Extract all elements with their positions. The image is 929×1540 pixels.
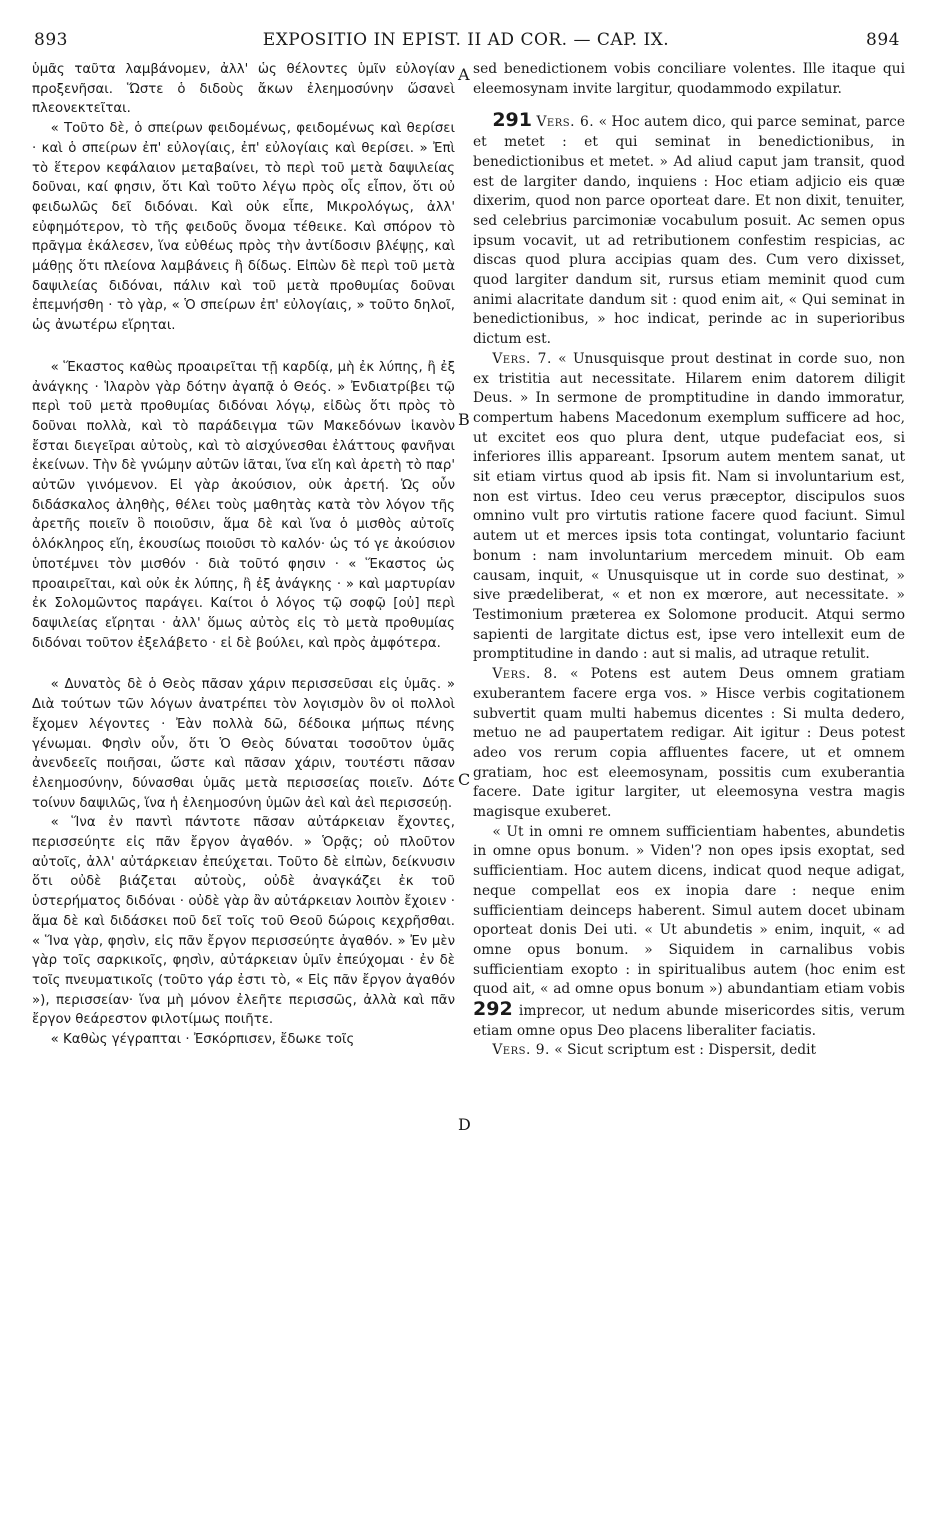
- latin-paragraph: [473, 665, 905, 823]
- greek-paragraph: « Δυνατὸς δὲ ὁ Θεὸς πᾶσαν χάριν περισσεῦσαι εἰς ὑμᾶς. » Διὰ τούτων τῶν λόγων ἀνατρέπει τὸν λογισμὸν ὃν οἱ πολλοὶ ἔχομεν λέγοντες · Ἐὰν πολλὰ δῶ, δέδοικα μήπως πένης γένωμαι. Φησὶν οὖν, ὅτι Ὁ Θεὸς δύναται τοσοῦτον ὑμᾶς ἀνενδεεῖς ποιῆσαι, ὥστε καὶ πᾶσαν χάριν, τουτέστι πᾶσαν ἐλεημοσύνην, δύνασθαι ὑμᾶς μετὰ περισσείας ποιεῖν. Δότε τοίνυν δαψιλῶς, ἵνα ἡ ἐλεημοσύνη ὑμῶν ἀεὶ καὶ ἀεὶ περισσεύῃ.: [32, 677, 455, 811]
- latin-text: « Unusquisque prout destinat in corde suo, non ex tristitia aut necessitate. Hilarem enim datorem diligit Deus. » In sermone de promptitudine in dando immoratur, compertum habens Macedonum exemplum sufficere ad hoc, ut excitet eos quo plura dent, utque pudefaciat eos, si inferiores illis appareant. Ipsorum autem mentem sanat, ut sit etiam virtus quod ab ipsis fit. Nam si involuntarium est, non est virtus. Ideo ceu verus præceptor, discipulos suos omnino vult pro virtutis ratione facere quod faciunt. Simul autem ut et merces ipsis tota contingat, voluntario faciunt bonum : nam involuntarium mercedem minuit. Ob eam causam, inquit, « Unusquisque ut in corde suo destinat, » sive prædeliberat, « et non ex mœrore, aut necessitate. » Testimonium præterea ex Solomone producit. Atqui sermo sapienti de largitate dictus est, ipse vero intellexit eum de promptitudine in dando : aut si malis, ad utraque retulit.: [473, 350, 905, 663]
- column-number: 291: [492, 109, 532, 132]
- latin-text: imprecor, ut nedum abunde misericordes sitis, verum etiam omne opus Deo placens liberaliter faciatis.: [473, 1003, 905, 1039]
- greek-paragraph: ὑμᾶς ταῦτα λαμβάνομεν, ἀλλ' ὡς θέλοντες ὑμῖν εὐλογίαν προξενῆσαι. Ὥστε ὁ διδοὺς ἄκων ἐλεημοσύνην ὥσανεὶ πλεονεκτεῖται.: [32, 62, 455, 117]
- verse-label: Vers. 9.: [492, 1042, 550, 1059]
- latin-paragraph: [473, 350, 905, 665]
- column-number: 292: [473, 998, 513, 1021]
- greek-paragraph: « Καθὼς γέγραπται · Ἐσκόρπισεν, ἔδωκε τοῖς: [50, 1032, 355, 1048]
- latin-paragraph: [473, 1041, 905, 1061]
- greek-paragraph: « Ἕκαστος καθὼς προαιρεῖται τῇ καρδίᾳ, μὴ ἐκ λύπης, ἢ ἐξ ἀνάγκης · Ἱλαρὸν γὰρ δότην ἀγαπᾷ ὁ Θεός. » Ἐνδιατρίβει τῷ περὶ τοῦ μετὰ προθυμίας διδόναι λόγῳ, εἰδὼς ὅτι πρὸς τὸ δοῦναι πολλὰ, καὶ τὸ παράδειγμα τῶν Μακεδόνων ἱκανὸν ἔσται διεγεῖραι αὐτοὺς, καὶ τὸ αἰσχύνεσθαι ἐλάττους φανῆναι ἐκείνων. Τὴν δὲ γνώμην αὐτῶν ἰᾶται, ἵνα εἴη καὶ ἀρετὴ τὸ παρ' αὐτῶν γινόμενον. Εἰ γὰρ ἀκούσιον, οὐκ ἀρετή. Ὡς οὖν διδάσκαλος ἀληθὴς, θέλει τοὺς μαθητὰς κατὰ τὸν λόγον τῆς ἀρετῆς ποιεῖν ὃ ποιοῦσιν, ἅμα δὲ καὶ ἵνα ὁ μισθὸς αὐτοῖς ὁλόκληρος εἴη, ἑκουσίως ποιοῦσι τὸ καλόν· ὡς τό γε ἀκούσιον ὑποτέμνει τὸν μισθόν · διὰ τοῦτό φησιν · « Ἕκαστος ὡς προαιρεῖται, καὶ οὐκ ἐκ λύπης, ἢ ἐξ ἀνάγκης · » καὶ μαρτυρίαν ἐκ Σολομῶντος παράγει. Καίτοι ὁ λόγος τῷ σοφῷ [οὐ] περὶ δαψιλείας εἴρηται · ἀλλ' ὅμως αὐτὸς εἰς τὸ μετὰ προθυμίας διδόναι τοῦτον ἐξελάβετο · εἰ δὲ βούλει, καὶ πρὸς ἀμφότερα.: [32, 359, 455, 651]
- latin-text: « Ut in omni re omnem sufficientiam habentes, abundetis in omne opus bonum. » Viden'? non opes ipsis exoptat, sed sufficientiam. Hoc autem dicens, indicat quod neque adigat, neque compellat eos ex inopia dare : neque enim sufficientiam deinceps haberent. Simul autem docet ubinam oporteat donis Dei uti. « Ut abundetis » enim, inquit, « ad omne opus bonum. » Siquidem in carnalibus vobis sufficientiam exopto : in spiritualibus autem (hoc enim est quod ait, « ad omne opus bonum ») abundantiam etiam vobis: [473, 823, 905, 998]
- running-title: EXPOSITIO IN EPIST. II AD COR. — CAP. IX.: [262, 30, 670, 50]
- verse-label: Vers. 6.: [536, 114, 595, 131]
- greek-paragraph: « Ἵνα ἐν παντὶ πάντοτε πᾶσαν αὐτάρκειαν ἔχοντες, περισσεύητε εἰς πᾶν ἔργον ἀγαθόν. » Ὁρᾷς; οὐ πλοῦτον αὐτοῖς, ἀλλ' αὐτάρκειαν ἐπεύχεται. Τοῦτο δὲ εἰπὼν, δείκνυσιν ὅτι οὐδὲ βιάζεται αὐτοὺς, οὐδὲ ἀναγκάζει ἐκ τοῦ ὑστερήματος διδόναι · οὐδὲ γὰρ ἂν αὐτάρκειαν λοιπὸν ἔχοιεν · ἅμα δὲ καὶ διδάσκει ποῦ δεῖ τοῖς τοῦ Θεοῦ δώροις κεχρῆσθαι. « Ἵνα γὰρ, φησὶν, εἰς πᾶν ἔργον περισσεύητε ἀγαθόν. » Ἐν μὲν γὰρ τοῖς σαρκικοῖς, φησὶν, αὐτάρκειαν ὑμῖν ἐπεύχομαι · ἐν δὲ τοῖς πνευματικοῖς (τοῦτο γάρ ἐστι τὸ, « Εἰς πᾶν ἔργον ἀγαθόν »), περισσείαν· ἵνα μὴ μόνον ἐλεῆτε περισσῶς, ἀλλὰ καὶ πᾶν ἔργον θεάρεστον φιλοτίμως ποιῆτε.: [32, 815, 455, 1028]
- margin-marker-d: D: [458, 1115, 471, 1134]
- latin-text: « Potens est autem Deus omnem gratiam exuberantem facere erga vos. » Hisce verbis cogitationem subvertit quam multi habemus dicentes : Si multa dedero, metuo ne ad paupertatem redigar. Ait igitur : Deus potest adeo vos rerum copia affluentes facere, ut et omnem gratiam, hoc est eleemosynam, possitis cum exuberantia facere. Date igitur largiter, ut eleemosyna vestra magis magisque exuberet.: [473, 666, 905, 821]
- latin-paragraph: [473, 111, 905, 349]
- verse-label: Vers. 7.: [492, 350, 552, 367]
- page-number-left: 893: [34, 30, 68, 50]
- latin-paragraph: [473, 823, 905, 1042]
- latin-text: « Hoc autem dico, qui parce seminat, parce et metet : et qui seminat in benedictionibus, in benedictionibus et metet. » Ad aliud caput jam transit, quod est de largiter dando, inquiens : Hoc etiam adjicio eis quæ dixerim, quod non parce oporteat dare. Et non dixit, tenuiter, sed celebrius parcimoniæ vocabulum posuit. Ac semen opus ipsum vocavit, ut ad retributionem confestim respicias, ac discas quod plura accipias quam des. Cum vero dixisset, quod largiter dandum sit, rursus etiam meminit quod cum animi alacritate dandum sit : quod enim ait, « Qui seminat in benedictionibus, » hoc indicat, perinde ac in superioribus dictum est.: [473, 114, 906, 348]
- page-number-right: 894: [866, 30, 900, 50]
- latin-text: « Sicut scriptum est : Dispersit, dedit: [554, 1042, 817, 1059]
- greek-column: [32, 60, 455, 1050]
- page-header: [28, 30, 904, 54]
- margin-marker-a: A: [458, 65, 470, 84]
- latin-column: [473, 60, 905, 1061]
- latin-paragraph: sed benedictionem vobis conciliare volentes. Ille itaque qui eleemosynam invite largitur, quodammodo expilatur.: [473, 61, 905, 97]
- verse-label: Vers. 8.: [492, 666, 558, 683]
- greek-paragraph: « Τοῦτο δὲ, ὁ σπείρων φειδομένως, φειδομένως καὶ θερίσει · καὶ ὁ σπείρων ἐπ' εὐλογίαις, ἐπ' εὐλογίαις καὶ θερίσει. » Ἐπὶ τὸ ἕτερον κεφάλαιον μεταβαίνει, τὸ περὶ τοῦ μετὰ δαψιλείας δοῦναι, καί φησιν, ὅτι Καὶ τοῦτο λέγω πρὸς οἷς εἶπον, ὅτι οὐ φειδωλῶς δεῖ διδόναι. Καὶ οὐκ εἶπε, Μικρολόγως, ἀλλ' εὐφημότερον, τὸ τῆς φειδοῦς ὄνομα τέθεικε. Καὶ σπόρον τὸ πρᾶγμα ἐκάλεσεν, ἵνα εὐθέως πρὸς τὴν ἀντίδοσιν βλέψῃς, καὶ μάθῃς ὅτι πλείονα λαμβάνεις ἢ δίδως. Εἰπὼν δὲ περὶ τοῦ μετὰ δαψιλείας διδόναι, πάλιν καὶ τοῦ μετὰ προθυμίας δοῦναι ἐπεμνήσθη · τὸ γὰρ, « Ὁ σπείρων ἐπ' εὐλογίαις, » τοῦτο δηλοῖ, ὡς ἀνωτέρω εἴρηται.: [32, 121, 455, 334]
- margin-marker-b: B: [458, 410, 470, 429]
- margin-marker-c: C: [458, 770, 471, 789]
